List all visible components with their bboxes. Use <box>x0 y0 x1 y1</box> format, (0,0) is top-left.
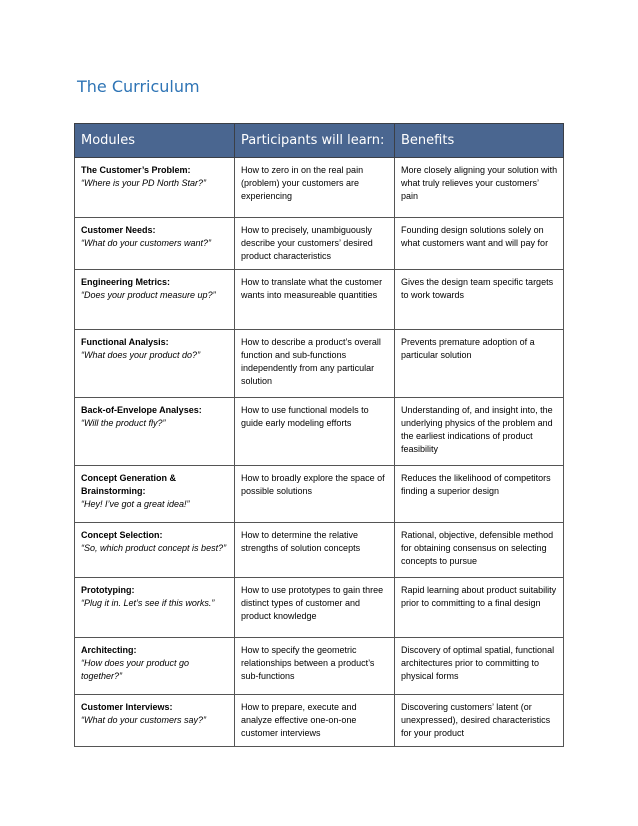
page-title: The Curriculum <box>77 77 200 96</box>
table-row <box>75 695 564 747</box>
learn-cell: How to zero in on the real pain (problem) your customers are experiencing <box>235 158 395 218</box>
module-quote: “Where is your PD North Star?” <box>81 178 207 188</box>
benefit-cell: Discovery of optimal spatial, functional architectures prior to committing to physical forms <box>395 638 564 695</box>
module-cell <box>75 578 235 638</box>
table-header-row <box>75 124 564 158</box>
benefit-cell: Gives the design team specific targets to work towards <box>395 270 564 330</box>
table-row <box>75 158 564 218</box>
module-cell <box>75 466 235 523</box>
module-cell <box>75 218 235 270</box>
module-name: Concept Generation & Brainstorming: <box>81 473 177 496</box>
learn-cell: How to describe a product’s overall function and sub-functions independently from any particular solution <box>235 330 395 398</box>
learn-cell: How to prepare, execute and analyze effective one-on-one customer interviews <box>235 695 395 747</box>
learn-cell: How to translate what the customer wants into measureable quantities <box>235 270 395 330</box>
module-name: Concept Selection: <box>81 530 163 540</box>
table-body <box>75 158 564 747</box>
module-name: Architecting: <box>81 645 137 655</box>
column-header-benefits: Benefits <box>395 124 564 158</box>
module-quote: “What does your product do?” <box>81 350 201 360</box>
column-header-modules: Modules <box>75 124 235 158</box>
learn-cell: How to specify the geometric relationships between a product’s sub-functions <box>235 638 395 695</box>
learn-cell: How to precisely, unambiguously describe your customers’ desired product characteristics <box>235 218 395 270</box>
module-cell <box>75 523 235 578</box>
learn-cell: How to broadly explore the space of possible solutions <box>235 466 395 523</box>
table-row <box>75 523 564 578</box>
module-cell <box>75 638 235 695</box>
module-name: Engineering Metrics: <box>81 277 171 287</box>
module-name: Functional Analysis: <box>81 337 169 347</box>
module-name: Customer Interviews: <box>81 702 173 712</box>
table-row <box>75 466 564 523</box>
module-quote: “How does your product go together?” <box>81 658 190 681</box>
learn-cell: How to determine the relative strengths of solution concepts <box>235 523 395 578</box>
table-row <box>75 638 564 695</box>
learn-cell: How to use prototypes to gain three distinct types of customer and product knowledge <box>235 578 395 638</box>
table-row <box>75 398 564 466</box>
module-quote: “Will the product fly?” <box>81 418 166 428</box>
table-row <box>75 270 564 330</box>
module-cell <box>75 330 235 398</box>
column-header-learn: Participants will learn: <box>235 124 395 158</box>
table-row <box>75 330 564 398</box>
module-name: The Customer’s Problem: <box>81 165 191 175</box>
module-cell <box>75 695 235 747</box>
benefit-cell: Understanding of, and insight into, the underlying physics of the problem and the earliest indications of product feasibility <box>395 398 564 466</box>
module-cell <box>75 398 235 466</box>
module-quote: “So, which product concept is best?” <box>81 543 227 553</box>
benefit-cell: Rapid learning about product suitability prior to committing to a final design <box>395 578 564 638</box>
benefit-cell: Founding design solutions solely on what customers want and will pay for <box>395 218 564 270</box>
module-quote: “Does your product measure up?” <box>81 290 216 300</box>
curriculum-table <box>74 123 564 747</box>
module-name: Customer Needs: <box>81 225 156 235</box>
benefit-cell: Reduces the likelihood of competitors finding a superior design <box>395 466 564 523</box>
benefit-cell: More closely aligning your solution with what truly relieves your customers’ pain <box>395 158 564 218</box>
module-quote: “What do your customers want?” <box>81 238 212 248</box>
learn-cell: How to use functional models to guide early modeling efforts <box>235 398 395 466</box>
table-row <box>75 578 564 638</box>
module-cell <box>75 158 235 218</box>
module-quote: “Plug it in. Let’s see if this works.” <box>81 598 215 608</box>
module-name: Back-of-Envelope Analyses: <box>81 405 202 415</box>
benefit-cell: Prevents premature adoption of a particular solution <box>395 330 564 398</box>
module-cell <box>75 270 235 330</box>
benefit-cell: Discovering customers’ latent (or unexpressed), desired characteristics for your product <box>395 695 564 747</box>
benefit-cell: Rational, objective, defensible method for obtaining consensus on selecting concepts to pursue <box>395 523 564 578</box>
module-quote: “Hey! I’ve got a great idea!” <box>81 499 190 509</box>
table-row <box>75 218 564 270</box>
module-name: Prototyping: <box>81 585 135 595</box>
module-quote: “What do your customers say?” <box>81 715 207 725</box>
